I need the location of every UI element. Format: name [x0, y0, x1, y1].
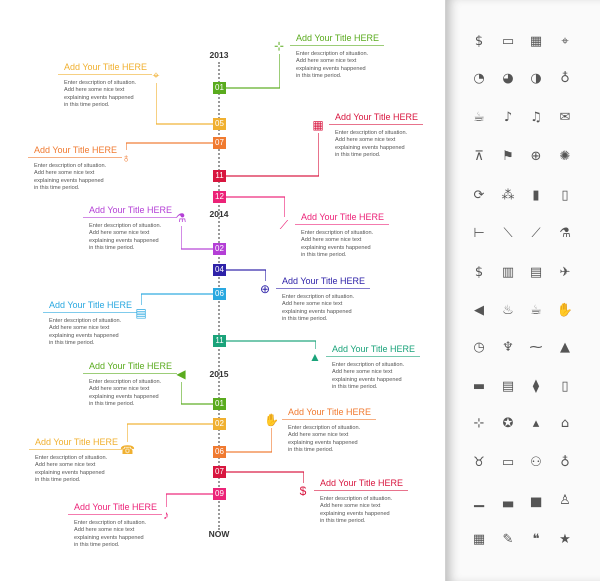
- event-title[interactable]: Add Your Title HERE: [43, 300, 137, 313]
- year-label: 2014: [209, 209, 229, 219]
- signpost-icon: ⊹: [273, 39, 285, 53]
- graduation-cap-icon[interactable]: ▴: [532, 416, 540, 431]
- coffee-icon[interactable]: ☕: [473, 110, 485, 125]
- connector-line: [181, 248, 214, 250]
- event-description: [74, 520, 164, 549]
- description-line: Add here some nice text: [49, 325, 110, 332]
- event-marker: 06: [213, 446, 226, 458]
- description-line: Add here some nice text: [35, 462, 96, 469]
- connector-line: [166, 494, 168, 507]
- event-description: [296, 51, 386, 80]
- event-description: [89, 223, 179, 252]
- event-description: [320, 496, 410, 525]
- event-title[interactable]: Add Your Title HERE: [58, 62, 152, 75]
- connector-line: [156, 83, 158, 124]
- axis-chart-icon[interactable]: ⊢: [473, 226, 485, 241]
- globe-icon: ⊕: [259, 282, 271, 296]
- bar-chart-icon[interactable]: ▅: [531, 493, 541, 508]
- desk-microphone-icon[interactable]: ♪: [503, 110, 513, 125]
- pie-chart-icon[interactable]: ◔: [473, 71, 485, 86]
- now-label: NOW: [208, 529, 230, 539]
- description-line: in this time period.: [288, 446, 334, 453]
- mug-icon[interactable]: ☕: [530, 303, 542, 318]
- event-title[interactable]: Add Your Title HERE: [83, 205, 177, 218]
- event-description: [49, 318, 139, 347]
- glass-icon[interactable]: ♆: [502, 340, 514, 355]
- connector-line: [226, 87, 280, 89]
- description-line: in this time period.: [34, 184, 80, 191]
- bar-chart-icon[interactable]: ▯: [561, 188, 569, 203]
- chat-icon[interactable]: ❝: [532, 532, 540, 547]
- connector-line: [271, 428, 273, 452]
- event-description: [332, 362, 422, 391]
- description-line: Enter description of situation.: [89, 223, 162, 229]
- description-line: in this time period.: [89, 244, 135, 251]
- event-title[interactable]: Add Your Title HERE: [329, 112, 423, 125]
- monitor-icon[interactable]: ▭: [501, 455, 515, 470]
- connector-line: [181, 403, 214, 405]
- event-marker: 11: [213, 335, 226, 347]
- description-line: Enter description of situation.: [64, 80, 137, 86]
- connector-line: [226, 471, 304, 473]
- description-line: Enter description of situation.: [74, 520, 147, 526]
- paper-plane-icon[interactable]: ✈: [559, 265, 571, 280]
- basketball-icon[interactable]: ✺: [559, 149, 571, 164]
- description-line: explaining events happened: [282, 308, 352, 315]
- event-title[interactable]: Add Your Title HERE: [83, 361, 177, 374]
- description-line: Enter description of situation.: [320, 496, 393, 502]
- description-line: explaining events happened: [301, 244, 371, 251]
- stars-icon[interactable]: ⁂: [501, 188, 515, 203]
- description-line: Enter description of situation.: [35, 455, 108, 461]
- event-title[interactable]: Add Your Title HERE: [29, 437, 123, 450]
- description-line: explaining events happened: [89, 237, 159, 244]
- year-label: 2013: [209, 50, 229, 60]
- refresh-icon[interactable]: ⟳: [473, 188, 485, 203]
- banknotes-icon[interactable]: ▬: [472, 379, 486, 394]
- description-line: explaining events happened: [64, 94, 134, 101]
- connector-line: [279, 54, 281, 88]
- event-description: [282, 294, 372, 323]
- event-marker: 12: [213, 191, 226, 203]
- description-line: Add here some nice text: [282, 301, 343, 308]
- year-label: 2015: [209, 369, 229, 379]
- description-line: in this time period.: [282, 315, 328, 322]
- description-line: explaining events happened: [332, 376, 402, 383]
- description-line: in this time period.: [35, 476, 81, 483]
- phone-icon: ☎: [120, 443, 135, 457]
- connector-line: [318, 133, 320, 176]
- description-line: Add here some nice text: [320, 503, 381, 510]
- flask-icon[interactable]: ⚗: [559, 226, 571, 241]
- description-line: Add here some nice text: [64, 87, 125, 94]
- description-line: in this time period.: [74, 541, 120, 548]
- event-title[interactable]: Add Your Title HERE: [295, 212, 389, 225]
- award-icon[interactable]: ♁: [560, 71, 570, 86]
- pie-chart-icon[interactable]: ◕: [502, 71, 514, 86]
- description-line: in this time period.: [296, 72, 342, 79]
- description-line: explaining events happened: [288, 439, 358, 446]
- event-marker: 07: [213, 466, 226, 478]
- bar-chart-icon[interactable]: ▃: [503, 493, 513, 508]
- laptop-icon[interactable]: ▭: [501, 34, 515, 49]
- connector-line: [226, 175, 319, 177]
- flag-icon[interactable]: ⚑: [502, 149, 514, 164]
- connector-line: [226, 269, 266, 271]
- megaphone-icon[interactable]: ◀: [474, 303, 484, 318]
- description-line: Enter description of situation.: [282, 294, 355, 300]
- tablet-icon[interactable]: ▯: [561, 379, 569, 394]
- pie-chart-icon[interactable]: ◑: [530, 71, 542, 86]
- calendar-icon[interactable]: ▦: [529, 34, 543, 49]
- event-description: [89, 379, 179, 408]
- event-title[interactable]: Add Your Title HERE: [326, 344, 420, 357]
- building-icon[interactable]: ⌂: [560, 416, 570, 431]
- decline-chart-icon[interactable]: ⟍: [503, 226, 513, 241]
- description-line: Enter description of situation.: [89, 379, 162, 385]
- user-icon[interactable]: ♙: [559, 493, 571, 508]
- pencil-icon[interactable]: ✎: [502, 532, 514, 547]
- event-marker: 04: [213, 264, 226, 276]
- event-marker: 01: [213, 82, 226, 94]
- event-marker: 09: [213, 488, 226, 500]
- event-description: [35, 455, 125, 484]
- description-line: Add here some nice text: [34, 170, 95, 177]
- event-marker: 06: [213, 288, 226, 300]
- presentation-icon[interactable]: ⊼: [474, 149, 484, 164]
- connector-line: [315, 341, 317, 349]
- event-title[interactable]: Add Your Title HERE: [290, 33, 384, 46]
- description-line: explaining events happened: [320, 510, 390, 517]
- speech-bubble-icon[interactable]: ✉: [559, 110, 571, 125]
- description-line: Add here some nice text: [301, 237, 362, 244]
- icon-set-panel: [445, 0, 600, 581]
- connector-line: [126, 142, 214, 144]
- description-line: Enter description of situation.: [288, 425, 361, 431]
- target-icon: ⌖: [152, 68, 160, 82]
- connector-line: [127, 423, 214, 425]
- megaphone-icon: ◀: [176, 367, 186, 381]
- connector-line: [265, 270, 267, 281]
- description-line: Enter description of situation.: [335, 130, 408, 136]
- description-line: in this time period.: [301, 251, 347, 258]
- description-line: in this time period.: [320, 517, 366, 524]
- connector-line: [181, 382, 183, 404]
- description-line: Add here some nice text: [74, 527, 135, 534]
- calculator-icon[interactable]: ▦: [472, 532, 486, 547]
- users-icon[interactable]: ⚇: [530, 455, 542, 470]
- description-line: explaining events happened: [335, 144, 405, 151]
- event-title[interactable]: Add Your Title HERE: [68, 502, 162, 515]
- piggy-bank-icon[interactable]: ♉: [473, 455, 485, 470]
- cigar-icon[interactable]: ⁓: [529, 340, 543, 355]
- connector-line: [226, 196, 285, 198]
- description-line: Enter description of situation.: [34, 163, 107, 169]
- description-line: Add here some nice text: [332, 369, 393, 376]
- description-line: Enter description of situation.: [49, 318, 122, 324]
- description-line: in this time period.: [64, 101, 110, 108]
- globe-icon[interactable]: ⊕: [530, 149, 542, 164]
- event-marker: 02: [213, 243, 226, 255]
- description-line: Add here some nice text: [89, 386, 150, 393]
- rocket-icon[interactable]: ▲: [560, 340, 570, 355]
- connector-line: [126, 143, 128, 150]
- description-line: explaining events happened: [74, 534, 144, 541]
- tie-icon[interactable]: ⧫: [532, 379, 540, 394]
- event-description: [64, 80, 154, 109]
- lightbulb-icon: ♁: [121, 151, 131, 165]
- money-bag-icon: $: [299, 484, 307, 498]
- description-line: Add here some nice text: [89, 230, 150, 237]
- event-description: [34, 163, 124, 192]
- event-title[interactable]: Add Your Title HERE: [314, 478, 408, 491]
- event-marker: 07: [213, 137, 226, 149]
- description-line: explaining events happened: [89, 393, 159, 400]
- clipboard-icon[interactable]: ▤: [501, 379, 515, 394]
- event-marker: 05: [213, 118, 226, 130]
- event-marker: 11: [213, 170, 226, 182]
- connector-line: [303, 472, 305, 483]
- clipboard-icon: ▤: [135, 306, 147, 320]
- money-bag-icon[interactable]: $: [474, 34, 484, 49]
- description-line: in this time period.: [335, 151, 381, 158]
- connector-line: [181, 226, 183, 249]
- lightbulb-icon[interactable]: ♁: [560, 455, 570, 470]
- event-title[interactable]: Add Your Title HERE: [28, 145, 122, 158]
- event-marker: 01: [213, 398, 226, 410]
- address-book-icon[interactable]: ▥: [501, 265, 515, 280]
- microphone-icon: ♪: [163, 508, 169, 522]
- event-description: [301, 230, 391, 259]
- bar-chart-icon[interactable]: ▮: [532, 188, 540, 203]
- event-description: [288, 425, 378, 454]
- description-line: explaining events happened: [49, 332, 119, 339]
- connector-line: [166, 493, 214, 495]
- description-line: Add here some nice text: [288, 432, 349, 439]
- event-description: [335, 130, 425, 159]
- flask-icon: ⚗: [175, 211, 187, 225]
- description-line: in this time period.: [49, 339, 95, 346]
- description-line: Add here some nice text: [296, 58, 357, 65]
- rocket-icon: ▲: [309, 350, 321, 364]
- description-line: explaining events happened: [296, 65, 366, 72]
- calculator-icon: ▦: [312, 118, 324, 132]
- target-icon[interactable]: ⌖: [561, 34, 569, 49]
- description-line: Add here some nice text: [335, 137, 396, 144]
- microphone-icon[interactable]: ♫: [530, 110, 542, 125]
- connector-line: [226, 451, 272, 453]
- connector-line: [127, 424, 129, 442]
- film-reel-icon[interactable]: ✪: [502, 416, 514, 431]
- connector-line: [156, 123, 214, 125]
- connector-line: [226, 340, 316, 342]
- line-chart-icon: ⟋: [279, 218, 289, 232]
- clock-icon[interactable]: ◷: [473, 340, 485, 355]
- connector-line: [141, 293, 214, 295]
- description-line: Enter description of situation.: [332, 362, 405, 368]
- description-line: in this time period.: [89, 400, 135, 407]
- description-line: Enter description of situation.: [301, 230, 374, 236]
- cup-icon[interactable]: ♨: [502, 303, 514, 318]
- description-line: explaining events happened: [34, 177, 104, 184]
- description-line: explaining events happened: [35, 469, 105, 476]
- money-bag-icon[interactable]: $: [474, 265, 484, 280]
- event-marker: 02: [213, 418, 226, 430]
- star-icon[interactable]: ★: [559, 532, 571, 547]
- abacus-icon[interactable]: ▤: [529, 265, 543, 280]
- handshake-icon[interactable]: ✋: [556, 303, 574, 318]
- signpost-icon[interactable]: ⊹: [473, 416, 485, 431]
- bar-chart-icon[interactable]: ▁: [474, 493, 484, 508]
- description-line: Enter description of situation.: [296, 51, 369, 57]
- connector-line: [141, 294, 143, 305]
- handshake-icon: ✋: [264, 413, 279, 427]
- connector-line: [284, 197, 286, 217]
- event-title[interactable]: Add Your Title HERE: [276, 276, 370, 289]
- growth-chart-icon[interactable]: ⟋: [531, 226, 541, 241]
- description-line: in this time period.: [332, 383, 378, 390]
- event-title[interactable]: Add Your Title HERE: [282, 407, 376, 420]
